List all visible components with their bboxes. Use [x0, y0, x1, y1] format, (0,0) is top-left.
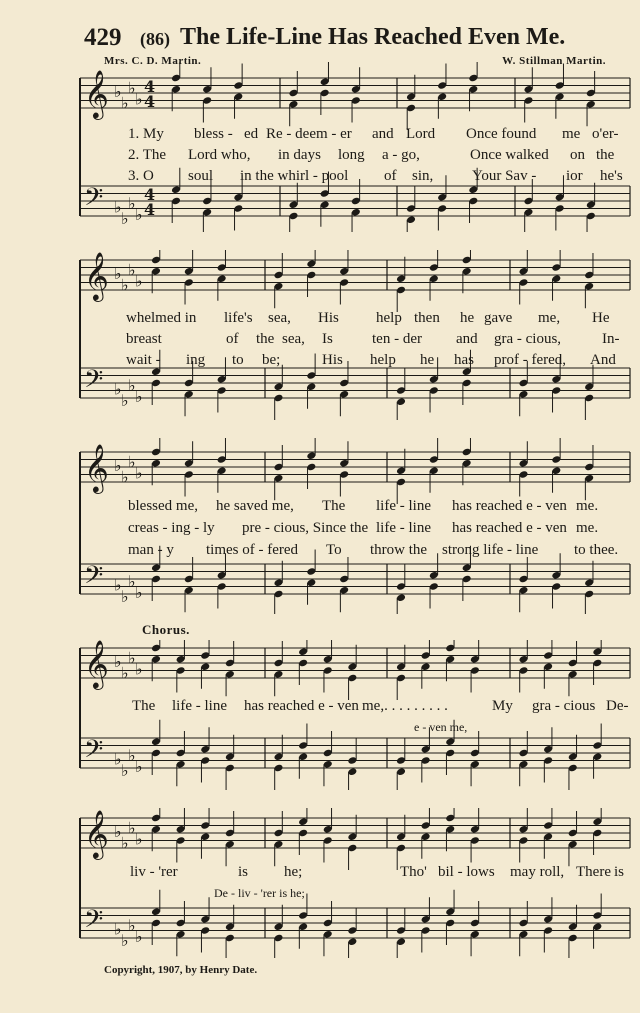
alto-echo-line: e - ven me,: [414, 720, 468, 734]
flat-sign: ♭: [128, 915, 136, 935]
lyric-word: Tho': [400, 864, 427, 880]
lyric-word: has reached e - ven: [452, 520, 567, 536]
lyric-word: life - line: [376, 520, 431, 536]
lyric-word: prof - fered,: [494, 352, 567, 368]
lyric-word: gra - cious,: [494, 331, 562, 347]
lyric-word: blessed me,: [128, 498, 198, 514]
bass-clef: 𝄢: [84, 905, 104, 940]
lyric-word: o'er-: [592, 126, 619, 142]
lyric-word: Lord: [406, 126, 436, 142]
lyric-word: times of - fered: [206, 542, 299, 558]
lyric-word: His: [322, 352, 343, 368]
flat-sign: ♭: [121, 208, 129, 228]
flat-sign: ♭: [121, 760, 129, 780]
lyric-word: 3. O: [128, 168, 154, 184]
lyric-word: sea,: [268, 310, 291, 326]
flat-sign: ♭: [114, 456, 122, 475]
flat-sign: ♭: [121, 390, 129, 410]
treble-clef: 𝄞: [84, 251, 109, 300]
lyric-word: me,: [538, 310, 561, 326]
time-signature: 4: [144, 185, 156, 204]
verse-3-line: [76, 168, 632, 190]
hymn-alt-number: (86): [140, 29, 170, 49]
flat-sign: ♭: [135, 271, 143, 291]
bass-clef: 𝄢: [84, 735, 104, 770]
verse-3-line: [76, 542, 632, 564]
lyric-word: of: [226, 331, 239, 347]
lyric-word: ior: [566, 168, 583, 184]
treble-clef: 𝄞: [84, 69, 109, 118]
lyric-word: he;: [284, 864, 303, 880]
flat-sign: ♭: [121, 930, 129, 950]
lyric-word: bil - lows: [438, 864, 495, 880]
lyric-word: whelmed in: [126, 310, 197, 326]
lyric-word: And: [590, 352, 616, 368]
lyric-word: gave: [484, 310, 513, 326]
lyric-word: life's: [224, 310, 253, 326]
time-signature: 4: [144, 200, 156, 219]
verse-2-line: [76, 147, 632, 169]
lyric-word: He: [592, 310, 610, 326]
lyric-word: help: [376, 310, 402, 326]
verse-2-line: [76, 331, 632, 353]
flat-sign: ♭: [128, 818, 136, 838]
music-system-3: [76, 438, 632, 614]
flat-sign: ♭: [135, 659, 143, 679]
lyric-word: life - line: [172, 698, 227, 714]
lyric-word: to thee.: [574, 542, 619, 558]
lyric-word: me.: [576, 520, 599, 536]
lyric-word: breast: [126, 331, 162, 347]
bass-clef: 𝄢: [84, 183, 104, 218]
lyric-word: Your Sav -: [472, 168, 537, 184]
hymn-title: The Life-Line Has Reached Even Me.: [180, 24, 566, 50]
copyright-notice: Copyright, 1907, by Henry Date.: [104, 964, 258, 976]
lyric-word: of: [384, 168, 397, 184]
lyric-word: has reached e - ven: [244, 698, 359, 714]
lyric-word: Re - deem - er: [266, 126, 352, 142]
flat-sign: ♭: [114, 822, 122, 841]
music-system-4: [76, 640, 632, 790]
verse-3-line: [76, 352, 632, 374]
lyric-word: he's: [600, 168, 623, 184]
flat-sign: ♭: [114, 749, 122, 769]
lyric-word: soul: [188, 168, 214, 184]
flat-sign: ♭: [121, 586, 129, 606]
bass-clef: 𝄢: [84, 561, 104, 596]
flat-sign: ♭: [114, 264, 122, 283]
flat-sign: ♭: [135, 463, 143, 483]
lyric-word: throw the: [370, 542, 428, 558]
flat-sign: ♭: [135, 89, 143, 109]
lyric-word: man - y: [128, 542, 174, 558]
lyric-word: Lord who,: [188, 147, 251, 163]
flat-sign: ♭: [121, 833, 129, 853]
flat-sign: ♭: [121, 467, 129, 487]
lyric-word: ing: [186, 352, 206, 368]
lyric-word: the: [596, 147, 615, 163]
lyric-word: may roll,: [510, 864, 565, 880]
hymn-number: 429: [84, 24, 122, 51]
flat-sign: ♭: [128, 193, 136, 213]
treble-clef: 𝄞: [84, 640, 109, 688]
lyric-word: is: [614, 864, 625, 880]
lyric-word: strong life - line: [442, 542, 539, 558]
music-system-1: [76, 62, 632, 232]
lyric-word: he: [460, 310, 475, 326]
flat-sign: ♭: [135, 205, 143, 224]
lyric-word: bless -: [194, 126, 233, 142]
lyric-word: and: [372, 126, 394, 142]
flat-sign: ♭: [135, 387, 143, 406]
lyric-word: me.: [576, 498, 599, 514]
alto-echo-line: De - liv - 'rer is he;: [214, 886, 305, 900]
lyric-word: sea,: [282, 331, 305, 347]
lyric-word: and: [456, 331, 478, 347]
flat-sign: ♭: [128, 452, 136, 472]
flat-sign: ♭: [114, 82, 122, 101]
chorus-label: Chorus.: [142, 622, 190, 637]
hymn-header: [84, 24, 634, 54]
lyric-word: The: [132, 698, 156, 714]
lyric-word: De-: [606, 698, 629, 714]
flat-sign: ♭: [128, 375, 136, 395]
time-signature: 4: [144, 92, 156, 111]
flat-sign: ♭: [128, 260, 136, 280]
composer-credit: W. Stillman Martin.: [502, 55, 606, 67]
lyric-word: to: [232, 352, 244, 368]
lyric-word: 2. The: [128, 147, 167, 163]
lyric-word: gra - cious: [532, 698, 596, 714]
verse-1-line: [76, 498, 632, 520]
lyric-word: Is: [322, 331, 333, 347]
lyric-word: pre - cious, Since the: [242, 520, 369, 536]
lyric-word: wait -: [126, 352, 161, 368]
treble-clef: 𝄞: [84, 443, 109, 492]
lyric-word: ed: [244, 126, 259, 142]
time-signature: 4: [144, 77, 156, 96]
lyric-word: My: [492, 698, 513, 714]
lyric-word: a - go,: [382, 147, 420, 163]
flat-sign: ♭: [121, 663, 129, 683]
flat-sign: ♭: [128, 648, 136, 668]
flat-sign: ♭: [135, 583, 143, 602]
lyric-word: ten - der: [372, 331, 422, 347]
lyric-word: sin,: [412, 168, 434, 184]
lyric-word: has reached e - ven: [452, 498, 567, 514]
flat-sign: ♭: [135, 927, 143, 946]
lyric-word: life - line: [376, 498, 431, 514]
lyric-word: liv - 'rer: [130, 864, 178, 880]
flat-sign: ♭: [114, 379, 122, 399]
music-system-2: [76, 250, 632, 420]
lyric-word: Once found: [466, 126, 537, 142]
flat-sign: ♭: [114, 919, 122, 939]
flat-sign: ♭: [128, 78, 136, 98]
lyric-word: he saved me,: [216, 498, 294, 514]
lyric-word: be;: [262, 352, 281, 368]
verse-2-line: [76, 520, 632, 542]
lyric-word: has: [454, 352, 474, 368]
lyric-word: His: [318, 310, 339, 326]
chorus-line: [76, 698, 632, 720]
flat-sign: ♭: [114, 575, 122, 595]
verse-1-line: [76, 126, 632, 148]
flat-sign: ♭: [135, 757, 143, 776]
flat-sign: ♭: [128, 745, 136, 765]
flat-sign: ♭: [114, 652, 122, 671]
lyric-word: The: [322, 498, 346, 514]
flat-sign: ♭: [135, 829, 143, 849]
lyricist-credit: Mrs. C. D. Martin.: [104, 55, 202, 67]
lyric-word: in days: [278, 147, 321, 163]
lyric-word: help: [370, 352, 396, 368]
lyric-word: 1. My: [128, 126, 164, 142]
lyric-word: is: [238, 864, 249, 880]
flat-sign: ♭: [114, 197, 122, 217]
lyric-word: long: [338, 147, 365, 163]
lyric-word: he: [420, 352, 435, 368]
bass-clef: 𝄢: [84, 365, 104, 400]
chorus-line: [76, 864, 632, 886]
music-system-5: [76, 808, 632, 958]
lyric-word: on: [570, 147, 585, 163]
flat-sign: ♭: [121, 93, 129, 113]
lyric-word: me: [562, 126, 581, 142]
lyric-word: In-: [602, 331, 620, 347]
flat-sign: ♭: [121, 275, 129, 295]
lyric-word: creas - ing - ly: [128, 520, 215, 536]
treble-clef: 𝄞: [84, 809, 109, 858]
lyric-word: then: [414, 310, 440, 326]
lyric-word: me,. . . . . . . . .: [362, 698, 448, 714]
lyric-word: To: [326, 542, 342, 558]
lyric-word: the: [256, 331, 275, 347]
flat-sign: ♭: [128, 571, 136, 591]
verse-1-line: [76, 310, 632, 332]
lyric-word: in the whirl - pool: [240, 168, 349, 184]
lyric-word: Once walked: [470, 147, 549, 163]
lyric-word: There: [576, 864, 611, 880]
